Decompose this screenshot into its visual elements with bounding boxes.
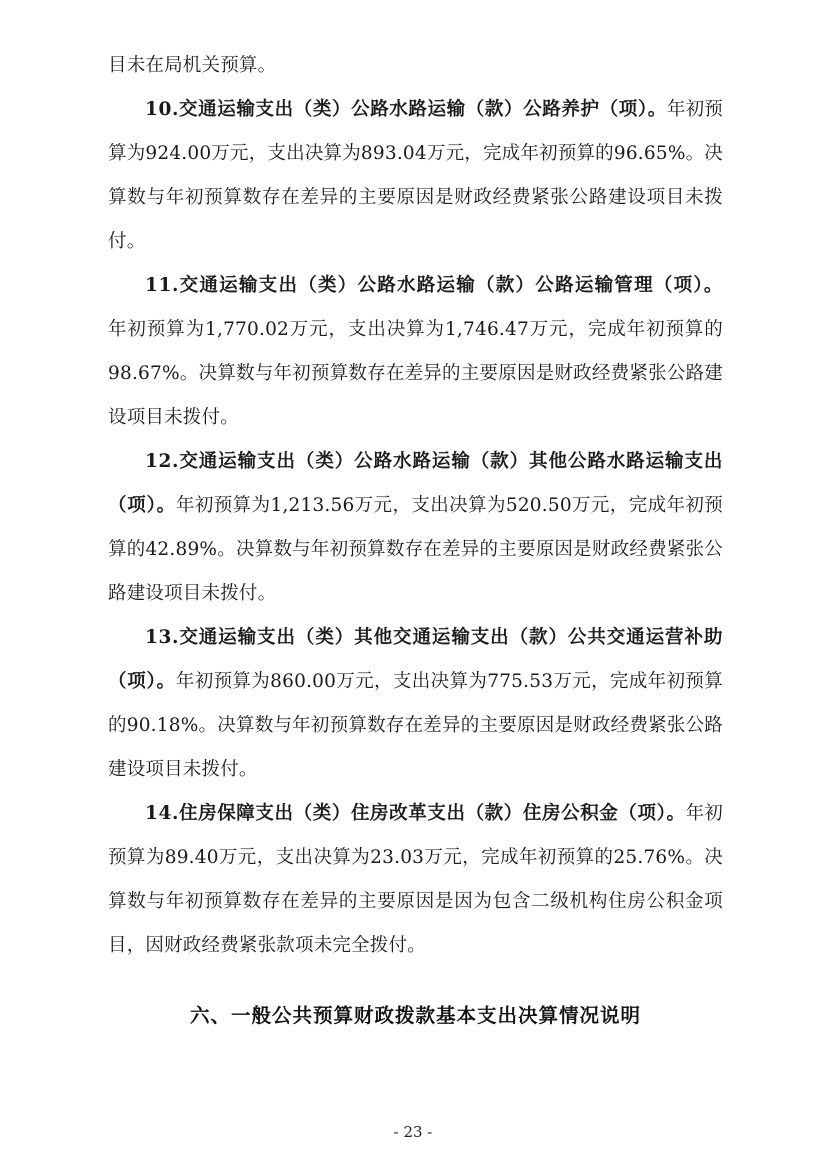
paragraph-text: 目未在局机关预算。 [108, 55, 277, 76]
paragraph-text: 年初预算为89.40万元，支出决算为23.03万元，完成年初预算的25.76%。决算数与年初预算数存在差异的主要原因是因为包含二级机构住房公积金项目，因财政经费紧张款项未完全拨付。 [108, 803, 723, 956]
page-body [108, 44, 723, 1038]
paragraph-lead: 11.交通运输支出（类）公路水路运输（款）公路运输管理（项）。 [145, 275, 723, 296]
paragraph-lead: 10.交通运输支出（类）公路水路运输（款）公路养护（项）。 [145, 99, 667, 120]
paragraph-text: 年初预算为860.00万元，支出决算为775.53万元，完成年初预算的90.18%。决算数与年初预算数存在差异的主要原因是财政经费紧张公路建设项目未拨付。 [108, 671, 723, 780]
paragraph-item-10 [108, 88, 723, 264]
paragraph-item-11 [108, 264, 723, 440]
paragraph-item-13 [108, 616, 723, 792]
paragraph-text: 年初预算为924.00万元，支出决算为893.04万元，完成年初预算的96.65%。决算数与年初预算数存在差异的主要原因是财政经费紧张公路建设项目未拨付。 [108, 99, 724, 252]
paragraph-lead: 13.交通运输支出（类）其他交通运输支出（款）公共交通运营补助（项）。 [108, 627, 723, 692]
paragraph-text: 年初预算为1,213.56万元，支出决算为520.50万元，完成年初预算的42.89%。决算数与年初预算数存在差异的主要原因是财政经费紧张公路建设项目未拨付。 [108, 495, 724, 604]
paragraph-text: 年初预算为1,770.02万元，支出决算为1,746.47万元，完成年初预算的98.67%。决算数与年初预算数存在差异的主要原因是财政经费紧张公路建设项目未拨付。 [108, 319, 723, 428]
section-heading: 六、一般公共预算财政拨款基本支出决算情况说明 [189, 1004, 641, 1027]
paragraph-lead: 12.交通运输支出（类）公路水路运输（款）其他公路水路运输支出（项）。 [108, 451, 723, 516]
paragraph-item-14 [108, 792, 723, 968]
paragraph-continuation [108, 44, 723, 88]
paragraph-item-12 [108, 440, 723, 616]
page-number: - 23 - [393, 1123, 433, 1141]
paragraph-lead: 14.住房保障支出（类）住房改革支出（款）住房公积金（项）。 [145, 803, 686, 824]
